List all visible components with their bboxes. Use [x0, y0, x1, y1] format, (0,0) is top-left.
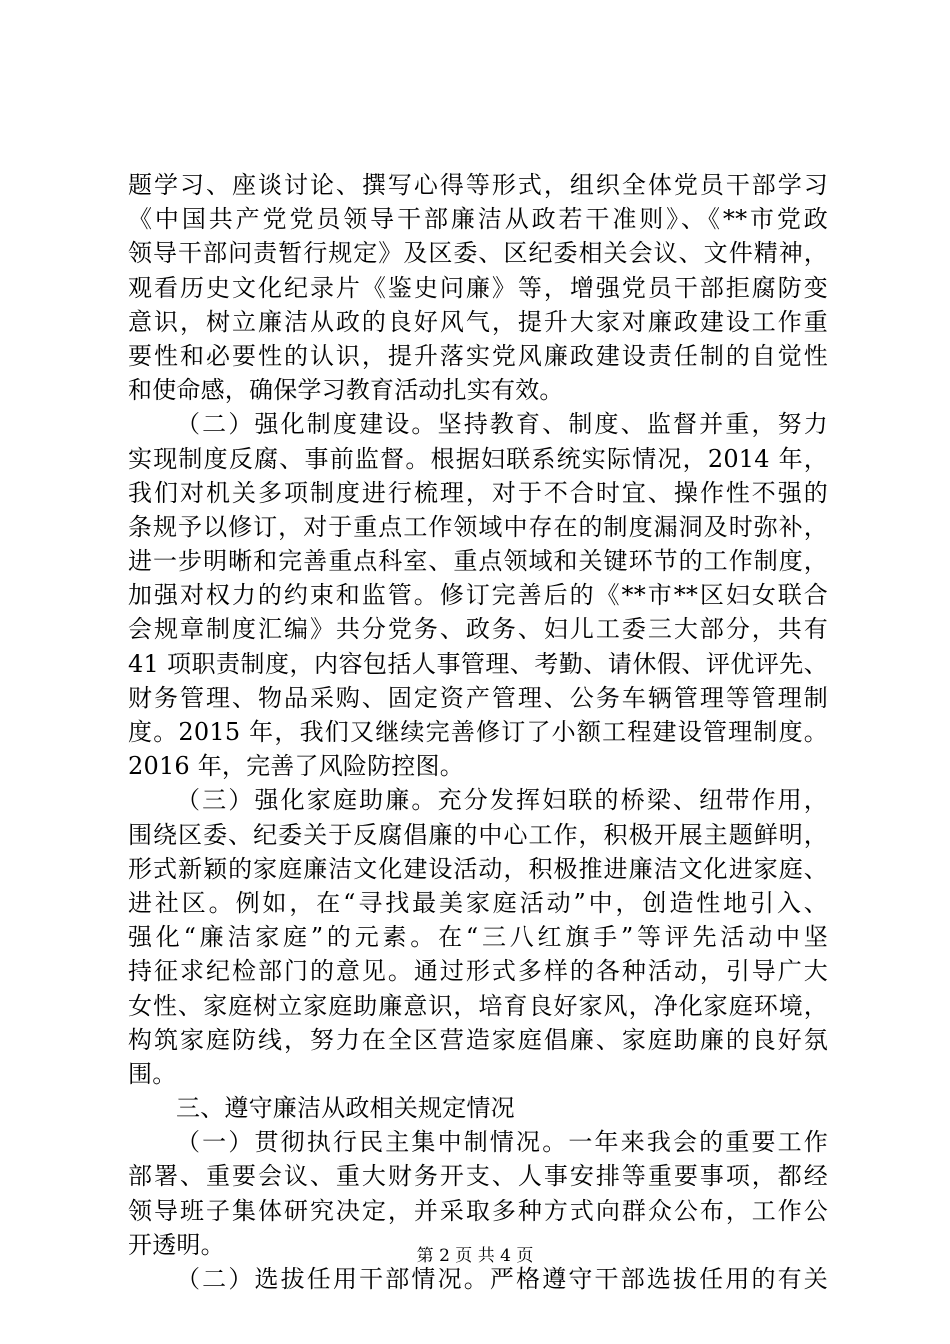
document-body	[128, 168, 828, 1296]
page-number-footer: 第 2 页 共 4 页	[416, 1246, 534, 1266]
body-line: 意识，树立廉洁从政的良好风气，提升大家对廉政建设工作重	[128, 307, 828, 336]
body-line: 41 项职责制度，内容包括人事管理、考勤、请休假、评优评先、	[128, 649, 828, 678]
section-heading-line: （二）强化制度建设。坚持教育、制度、监督并重，努力	[176, 410, 828, 439]
body-line: 《中国共产党党员领导干部廉洁从政若干准则》、《**市党政	[128, 205, 828, 234]
body-line: 持征求纪检部门的意见。通过形式多样的各种活动，引导广大	[128, 957, 828, 986]
body-line: 强化“廉洁家庭”的元素。在“三八红旗手”等评先活动中坚	[128, 923, 828, 952]
body-line: 女性、家庭树立家庭助廉意识，培育良好家风，净化家庭环境，	[128, 991, 828, 1020]
body-line: 进一步明晰和完善重点科室、重点领域和关键环节的工作制度，	[128, 547, 828, 576]
body-line: 观看历史文化纪录片《鉴史问廉》等，增强党员干部拒腐防变	[128, 273, 828, 302]
body-line: 部署、重要会议、重大财务开支、人事安排等重要事项，都经	[128, 1162, 828, 1191]
body-line: 财务管理、物品采购、固定资产管理、公务车辆管理等管理制	[128, 683, 828, 712]
body-line: 题学习、座谈讨论、撰写心得等形式，组织全体党员干部学习	[128, 171, 828, 199]
body-line: 围绕区委、纪委关于反腐倡廉的中心工作，积极开展主题鲜明，	[128, 820, 828, 849]
body-line: 开透明。	[128, 1230, 225, 1259]
body-line: 围。	[128, 1059, 177, 1088]
body-line: 条规予以修订，对于重点工作领域中存在的制度漏洞及时弥补，	[128, 512, 828, 541]
body-line: 领导班子集体研究决定，并采取多种方式向群众公布，工作公	[128, 1196, 828, 1225]
body-line: 度。2015 年，我们又继续完善修订了小额工程建设管理制度。	[128, 718, 828, 746]
body-line: 构筑家庭防线，努力在全区营造家庭倡廉、家庭助廉的良好氛	[128, 1025, 828, 1054]
chapter-heading-line: 三、遵守廉洁从政相关规定情况	[176, 1094, 515, 1123]
body-line: 形式新颖的家庭廉洁文化建设活动，积极推进廉洁文化进家庭、	[128, 854, 828, 883]
body-line: 实现制度反腐、事前监督。根据妇联系统实际情况，2014 年，	[128, 444, 828, 473]
body-line: 进社区。例如，在“寻找最美家庭活动”中，创造性地引入、	[128, 888, 828, 917]
body-line: 会规章制度汇编》共分党务、政务、妇儿工委三大部分，共有	[128, 615, 828, 644]
body-line: 我们对机关多项制度进行梳理，对于不合时宜、操作性不强的	[128, 478, 828, 507]
section-heading-line: （一）贯彻执行民主集中制情况。一年来我会的重要工作	[176, 1128, 828, 1157]
section-heading-line: （二）选拔任用干部情况。严格遵守干部选拔任用的有关	[176, 1265, 828, 1293]
body-line: 和使命感，确保学习教育活动扎实有效。	[128, 376, 564, 405]
body-line: 加强对权力的约束和监管。修订完善后的《**市**区妇女联合	[128, 581, 828, 610]
section-heading-line: （三）强化家庭助廉。充分发挥妇联的桥梁、纽带作用，	[176, 786, 828, 815]
body-line: 领导干部问责暂行规定》及区委、区纪委相关会议、文件精神，	[128, 239, 828, 268]
body-line: 2016 年，完善了风险防控图。	[128, 752, 464, 781]
body-line: 要性和必要性的认识，提升落实党风廉政建设责任制的自觉性	[128, 341, 828, 370]
